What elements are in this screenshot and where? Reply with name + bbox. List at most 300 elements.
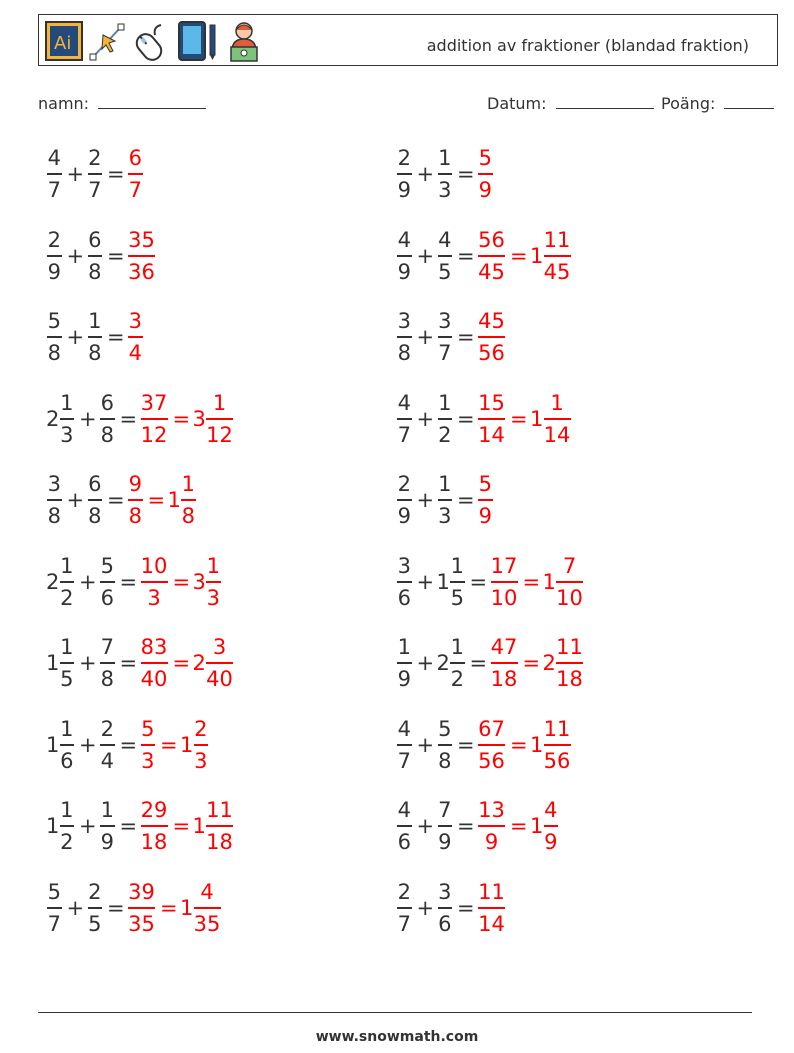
answer-mixed-denominator: 35 bbox=[193, 911, 221, 936]
equals-sign: = bbox=[510, 406, 528, 431]
addend-1-numerator: 2 bbox=[397, 879, 411, 904]
answer-numerator: 35 bbox=[128, 227, 155, 252]
footer-divider bbox=[38, 1012, 752, 1013]
illustrator-icon bbox=[45, 21, 83, 65]
addend-2-denominator: 8 bbox=[100, 422, 114, 447]
addend-1-numerator: 1 bbox=[60, 390, 74, 415]
addend-1-numerator: 1 bbox=[397, 635, 411, 659]
answer-mixed-numerator: 2 bbox=[194, 716, 208, 741]
addend-2-denominator: 8 bbox=[438, 748, 452, 773]
addend-1-numerator: 3 bbox=[397, 309, 411, 333]
addend-1-denominator: 6 bbox=[397, 585, 411, 610]
addend-1-numerator: 3 bbox=[47, 472, 61, 496]
plus-sign: + bbox=[66, 488, 85, 512]
problem-item bbox=[46, 388, 376, 452]
addend-1-denominator: 7 bbox=[397, 422, 411, 447]
addend-1-numerator: 4 bbox=[397, 716, 411, 741]
plus-sign: + bbox=[416, 895, 435, 920]
score-label: Poäng: bbox=[661, 94, 716, 113]
answer-denominator: 36 bbox=[128, 259, 155, 284]
answer-numerator: 5 bbox=[478, 146, 492, 170]
addend-1-fraction bbox=[46, 469, 63, 531]
addend-2-whole: 1 bbox=[436, 569, 450, 594]
answer-numerator: 56 bbox=[478, 227, 505, 252]
name-field[interactable] bbox=[38, 94, 206, 113]
equals-sign: = bbox=[119, 814, 138, 838]
answer-mixed-whole: 1 bbox=[167, 488, 181, 512]
computer-mouse-icon bbox=[131, 21, 169, 65]
answer-mixed-whole: 1 bbox=[180, 895, 194, 920]
equals-sign: = bbox=[160, 895, 178, 920]
answer-numerator: 6 bbox=[128, 146, 142, 170]
equals-sign: = bbox=[160, 732, 178, 757]
answer-denominator: 14 bbox=[478, 422, 505, 447]
addend-2-fraction bbox=[87, 143, 104, 205]
answer-numerator: 10 bbox=[140, 553, 168, 578]
answer-mixed-denominator: 40 bbox=[206, 667, 233, 691]
answer-numerator: 67 bbox=[478, 716, 505, 741]
answer-fraction bbox=[127, 143, 144, 205]
equals-sign: = bbox=[107, 895, 125, 920]
addend-2-fraction bbox=[437, 877, 454, 939]
answer-fraction bbox=[477, 143, 494, 205]
addend-1-denominator: 7 bbox=[47, 178, 61, 202]
answer-fraction bbox=[477, 469, 494, 531]
addend-1-numerator: 4 bbox=[47, 146, 61, 170]
addend-1-numerator: 4 bbox=[397, 798, 411, 822]
plus-sign: + bbox=[416, 488, 435, 512]
addend-1-fraction bbox=[59, 795, 76, 857]
addend-2-numerator: 2 bbox=[88, 146, 102, 170]
problem-item bbox=[46, 551, 376, 615]
addend-1-denominator: 7 bbox=[397, 911, 411, 936]
equals-sign: = bbox=[107, 488, 125, 512]
plus-sign: + bbox=[416, 814, 435, 838]
addend-2-fraction bbox=[87, 877, 104, 939]
addend-2-numerator: 1 bbox=[88, 309, 102, 333]
addend-2-fraction bbox=[449, 551, 466, 613]
addend-2-fraction bbox=[99, 632, 116, 694]
problem-item bbox=[396, 632, 726, 696]
answer-mixed-numerator: 1 bbox=[181, 472, 195, 496]
answer-mixed-denominator: 9 bbox=[544, 830, 558, 854]
addend-2-denominator: 9 bbox=[438, 830, 452, 854]
answer-mixed-numerator: 7 bbox=[562, 553, 577, 578]
addend-2-fraction bbox=[449, 632, 466, 694]
answer-fraction bbox=[140, 632, 169, 694]
answer-denominator: 12 bbox=[140, 422, 168, 447]
answer-numerator: 15 bbox=[478, 390, 505, 415]
addend-2-numerator: 1 bbox=[100, 798, 114, 822]
answer-mixed-denominator: 12 bbox=[206, 422, 233, 447]
addend-2-denominator: 2 bbox=[450, 667, 464, 691]
addend-1-fraction bbox=[46, 225, 63, 287]
addend-2-numerator: 5 bbox=[438, 716, 452, 741]
worksheet-header bbox=[38, 14, 778, 66]
answer-mixed-denominator: 56 bbox=[543, 748, 571, 773]
answer-mixed-whole: 2 bbox=[192, 651, 206, 675]
answer-mixed-fraction bbox=[180, 469, 197, 531]
equals-sign: = bbox=[119, 732, 138, 757]
answer-mixed-whole: 1 bbox=[530, 732, 544, 757]
answer-mixed-numerator: 1 bbox=[212, 390, 227, 415]
answer-denominator: 9 bbox=[484, 830, 499, 854]
addend-2-numerator: 6 bbox=[88, 227, 102, 252]
addend-2-denominator: 4 bbox=[100, 748, 114, 773]
addend-2-numerator: 2 bbox=[88, 879, 102, 904]
addend-2-fraction bbox=[437, 795, 454, 857]
addend-2-denominator: 7 bbox=[438, 341, 452, 365]
addend-2-numerator: 3 bbox=[438, 309, 452, 333]
answer-fraction bbox=[477, 714, 506, 776]
vector-pen-icon bbox=[89, 21, 127, 65]
addend-2-denominator: 2 bbox=[438, 422, 452, 447]
equals-sign: = bbox=[107, 325, 125, 349]
problem-item bbox=[396, 877, 726, 941]
addend-1-whole: 2 bbox=[46, 406, 60, 431]
answer-numerator: 83 bbox=[140, 635, 168, 659]
answer-mixed-denominator: 45 bbox=[543, 259, 571, 284]
addend-1-whole: 1 bbox=[46, 732, 60, 757]
equals-sign: = bbox=[119, 651, 138, 675]
problem-item bbox=[396, 795, 726, 859]
equals-sign: = bbox=[469, 651, 488, 675]
answer-mixed-fraction bbox=[205, 551, 222, 613]
plus-sign: + bbox=[66, 895, 85, 920]
problem-item bbox=[46, 469, 376, 533]
equals-sign: = bbox=[457, 325, 475, 349]
answer-fraction bbox=[477, 306, 506, 368]
name-label: namn: bbox=[38, 94, 90, 113]
plus-sign: + bbox=[416, 569, 435, 594]
addend-2-denominator: 8 bbox=[88, 504, 102, 528]
answer-mixed-fraction bbox=[555, 551, 584, 613]
addend-1-numerator: 5 bbox=[47, 309, 61, 333]
addend-1-denominator: 9 bbox=[397, 504, 411, 528]
answer-mixed-fraction bbox=[193, 714, 210, 776]
addend-1-whole: 1 bbox=[46, 814, 60, 838]
addend-1-numerator: 4 bbox=[397, 227, 411, 252]
answer-fraction bbox=[490, 632, 519, 694]
tablet-stylus-icon bbox=[177, 21, 221, 65]
equals-sign: = bbox=[172, 814, 191, 838]
addend-2-numerator: 1 bbox=[450, 553, 464, 578]
answer-fraction bbox=[127, 306, 144, 368]
addend-2-fraction bbox=[437, 388, 454, 450]
addend-2-denominator: 8 bbox=[88, 259, 102, 284]
addend-2-denominator: 5 bbox=[438, 259, 452, 284]
answer-mixed-denominator: 8 bbox=[181, 504, 195, 528]
answer-numerator: 39 bbox=[128, 879, 155, 904]
equals-sign: = bbox=[119, 406, 138, 431]
equals-sign: = bbox=[510, 732, 528, 757]
plus-sign: + bbox=[416, 243, 435, 268]
addend-2-denominator: 7 bbox=[88, 178, 102, 202]
addend-1-fraction bbox=[396, 225, 413, 287]
answer-denominator: 3 bbox=[141, 748, 155, 773]
problem-item bbox=[46, 877, 376, 941]
answer-mixed-whole: 2 bbox=[542, 651, 556, 675]
answer-mixed-fraction bbox=[543, 225, 572, 287]
problem-item bbox=[46, 306, 376, 370]
answer-mixed-fraction bbox=[193, 877, 222, 939]
addend-2-numerator: 1 bbox=[438, 472, 452, 496]
plus-sign: + bbox=[66, 162, 85, 186]
answer-mixed-denominator: 18 bbox=[206, 830, 233, 854]
addend-1-numerator: 5 bbox=[47, 879, 61, 904]
addend-1-fraction bbox=[396, 388, 413, 450]
answer-fraction bbox=[140, 714, 157, 776]
answer-fraction bbox=[140, 388, 169, 450]
answer-fraction bbox=[477, 225, 506, 287]
problem-item bbox=[46, 632, 376, 696]
answer-denominator: 56 bbox=[478, 341, 505, 365]
answer-fraction bbox=[140, 795, 169, 857]
addend-1-fraction bbox=[59, 551, 76, 613]
addend-1-denominator: 9 bbox=[47, 259, 61, 284]
answer-mixed-denominator: 18 bbox=[556, 667, 583, 691]
answer-fraction bbox=[477, 877, 506, 939]
name-blank[interactable] bbox=[98, 94, 206, 109]
addend-2-denominator: 6 bbox=[100, 585, 114, 610]
addend-1-fraction bbox=[396, 306, 413, 368]
addend-2-fraction bbox=[437, 306, 454, 368]
answer-mixed-whole: 3 bbox=[192, 406, 206, 431]
equals-sign: = bbox=[457, 895, 475, 920]
addend-2-whole: 2 bbox=[436, 651, 450, 675]
addend-1-denominator: 7 bbox=[47, 911, 61, 936]
problem-item bbox=[46, 225, 376, 289]
answer-mixed-whole: 1 bbox=[530, 406, 544, 431]
answer-mixed-fraction bbox=[543, 714, 572, 776]
addend-2-fraction bbox=[99, 551, 116, 613]
answer-fraction bbox=[477, 388, 506, 450]
addend-1-denominator: 6 bbox=[397, 830, 411, 854]
equals-sign: = bbox=[107, 162, 125, 186]
addend-2-numerator: 6 bbox=[100, 390, 114, 415]
addend-2-fraction bbox=[99, 795, 116, 857]
addend-1-numerator: 3 bbox=[397, 553, 411, 578]
answer-numerator: 11 bbox=[478, 879, 505, 904]
answer-denominator: 8 bbox=[128, 504, 142, 528]
answer-numerator: 3 bbox=[128, 309, 142, 333]
answer-denominator: 45 bbox=[478, 259, 505, 284]
equals-sign: = bbox=[522, 569, 541, 594]
addend-2-numerator: 7 bbox=[100, 635, 114, 659]
addend-1-denominator: 2 bbox=[60, 585, 74, 610]
answer-mixed-numerator: 11 bbox=[543, 716, 571, 741]
addend-2-numerator: 1 bbox=[438, 390, 452, 415]
addend-1-denominator: 3 bbox=[60, 422, 74, 447]
answer-mixed-whole: 1 bbox=[530, 814, 544, 838]
addend-1-denominator: 8 bbox=[47, 341, 61, 365]
date-label: Datum: bbox=[487, 94, 547, 113]
equals-sign: = bbox=[172, 569, 191, 594]
addend-2-fraction bbox=[437, 225, 454, 287]
plus-sign: + bbox=[416, 651, 435, 675]
footer-url: www.snowmath.com bbox=[315, 1029, 479, 1045]
addend-2-numerator: 4 bbox=[438, 227, 452, 252]
answer-mixed-whole: 1 bbox=[530, 243, 544, 268]
addend-1-denominator: 2 bbox=[60, 830, 74, 854]
answer-denominator: 9 bbox=[478, 178, 492, 202]
answer-mixed-numerator: 3 bbox=[212, 635, 227, 659]
addend-1-denominator: 5 bbox=[60, 667, 74, 691]
addend-2-numerator: 6 bbox=[88, 472, 102, 496]
addend-2-numerator: 2 bbox=[100, 716, 114, 741]
addend-2-denominator: 5 bbox=[88, 911, 102, 936]
answer-denominator: 4 bbox=[128, 341, 142, 365]
addend-1-fraction bbox=[59, 388, 76, 450]
answer-fraction bbox=[140, 551, 169, 613]
equals-sign: = bbox=[457, 814, 475, 838]
answer-mixed-fraction bbox=[205, 795, 234, 857]
answer-denominator: 3 bbox=[147, 585, 161, 610]
answer-mixed-fraction bbox=[543, 795, 560, 857]
addend-2-denominator: 9 bbox=[100, 830, 114, 854]
addend-2-fraction bbox=[99, 388, 116, 450]
answer-numerator: 47 bbox=[490, 635, 518, 659]
problem-item bbox=[46, 714, 376, 778]
addend-1-numerator: 1 bbox=[60, 553, 74, 578]
addend-2-denominator: 3 bbox=[438, 178, 452, 202]
addend-2-numerator: 7 bbox=[438, 798, 452, 822]
addend-1-fraction bbox=[46, 306, 63, 368]
addend-1-denominator: 9 bbox=[397, 178, 411, 202]
answer-denominator: 18 bbox=[490, 667, 518, 691]
answer-denominator: 7 bbox=[128, 178, 142, 202]
answer-numerator: 29 bbox=[140, 798, 168, 822]
equals-sign: = bbox=[457, 406, 475, 431]
addend-2-fraction bbox=[87, 306, 104, 368]
plus-sign: + bbox=[416, 406, 435, 431]
equals-sign: = bbox=[510, 243, 528, 268]
problem-item bbox=[396, 388, 726, 452]
answer-denominator: 40 bbox=[140, 667, 168, 691]
equals-sign: = bbox=[147, 488, 166, 512]
equals-sign: = bbox=[510, 814, 528, 838]
answer-denominator: 10 bbox=[490, 585, 518, 610]
addend-1-fraction bbox=[396, 143, 413, 205]
answer-mixed-whole: 1 bbox=[180, 732, 194, 757]
addend-1-fraction bbox=[396, 551, 413, 613]
answer-numerator: 5 bbox=[478, 472, 492, 496]
equals-sign: = bbox=[457, 162, 475, 186]
addend-1-denominator: 8 bbox=[397, 341, 411, 365]
addend-1-whole: 2 bbox=[46, 569, 60, 594]
equals-sign: = bbox=[469, 569, 488, 594]
answer-numerator: 5 bbox=[141, 716, 155, 741]
addend-2-fraction bbox=[87, 469, 104, 531]
answer-denominator: 9 bbox=[478, 504, 492, 528]
answer-numerator: 17 bbox=[490, 553, 518, 578]
addend-1-fraction bbox=[396, 877, 413, 939]
plus-sign: + bbox=[66, 243, 85, 268]
score-blank[interactable] bbox=[724, 94, 774, 109]
addend-2-fraction bbox=[437, 143, 454, 205]
addend-1-denominator: 7 bbox=[397, 748, 411, 773]
teacher-icon bbox=[225, 21, 263, 67]
addend-1-numerator: 1 bbox=[60, 635, 74, 659]
answer-mixed-whole: 3 bbox=[192, 569, 206, 594]
plus-sign: + bbox=[79, 569, 97, 594]
answer-mixed-fraction bbox=[555, 632, 584, 694]
addend-1-numerator: 1 bbox=[60, 798, 74, 822]
addend-2-denominator: 8 bbox=[88, 341, 102, 365]
problem-item bbox=[396, 714, 726, 778]
date-blank[interactable] bbox=[556, 94, 654, 109]
answer-mixed-fraction bbox=[205, 632, 234, 694]
problem-item bbox=[396, 225, 726, 289]
answer-mixed-numerator: 4 bbox=[544, 798, 558, 822]
problem-item bbox=[396, 143, 726, 207]
answer-mixed-denominator: 3 bbox=[206, 585, 220, 610]
answer-numerator: 13 bbox=[478, 798, 505, 822]
addend-1-denominator: 8 bbox=[47, 504, 61, 528]
answer-mixed-denominator: 14 bbox=[543, 422, 571, 447]
date-field[interactable] bbox=[487, 94, 654, 113]
addend-2-fraction bbox=[99, 714, 116, 776]
answer-denominator: 18 bbox=[140, 830, 168, 854]
addend-1-fraction bbox=[396, 714, 413, 776]
plus-sign: + bbox=[79, 814, 97, 838]
answer-denominator: 56 bbox=[478, 748, 505, 773]
plus-sign: + bbox=[66, 325, 85, 349]
addend-1-denominator: 9 bbox=[397, 259, 411, 284]
answer-numerator: 37 bbox=[140, 390, 168, 415]
answer-mixed-numerator: 11 bbox=[206, 798, 233, 822]
addend-2-numerator: 3 bbox=[438, 879, 452, 904]
answer-fraction bbox=[127, 877, 156, 939]
addend-1-numerator: 1 bbox=[60, 716, 74, 741]
answer-mixed-denominator: 3 bbox=[194, 748, 208, 773]
plus-sign: + bbox=[79, 732, 97, 757]
problem-item bbox=[46, 143, 376, 207]
problem-item bbox=[396, 306, 726, 370]
addend-1-fraction bbox=[46, 877, 63, 939]
answer-fraction bbox=[477, 795, 506, 857]
addend-2-denominator: 6 bbox=[438, 911, 452, 936]
equals-sign: = bbox=[457, 488, 475, 512]
answer-mixed-whole: 1 bbox=[542, 569, 556, 594]
equals-sign: = bbox=[119, 569, 138, 594]
addend-1-denominator: 6 bbox=[60, 748, 74, 773]
answer-fraction bbox=[127, 225, 156, 287]
equals-sign: = bbox=[522, 651, 541, 675]
answer-fraction bbox=[490, 551, 519, 613]
addend-2-numerator: 1 bbox=[450, 635, 464, 659]
addend-2-denominator: 3 bbox=[438, 504, 452, 528]
equals-sign: = bbox=[457, 732, 475, 757]
score-field[interactable] bbox=[661, 94, 774, 113]
addend-2-denominator: 5 bbox=[450, 585, 464, 610]
plus-sign: + bbox=[79, 651, 97, 675]
problem-item bbox=[46, 795, 376, 859]
answer-mixed-numerator: 11 bbox=[556, 635, 583, 659]
answer-mixed-numerator: 1 bbox=[550, 390, 564, 415]
addend-1-numerator: 2 bbox=[397, 472, 411, 496]
addend-2-numerator: 1 bbox=[438, 146, 452, 170]
addend-2-numerator: 5 bbox=[100, 553, 114, 578]
addend-1-numerator: 2 bbox=[47, 227, 61, 252]
addend-2-denominator: 8 bbox=[100, 667, 114, 691]
answer-fraction bbox=[127, 469, 144, 531]
worksheet-title: addition av fraktioner (blandad fraktion) bbox=[426, 36, 749, 55]
equals-sign: = bbox=[172, 406, 191, 431]
answer-mixed-whole: 1 bbox=[192, 814, 206, 838]
addend-1-fraction bbox=[46, 143, 63, 205]
plus-sign: + bbox=[416, 162, 435, 186]
